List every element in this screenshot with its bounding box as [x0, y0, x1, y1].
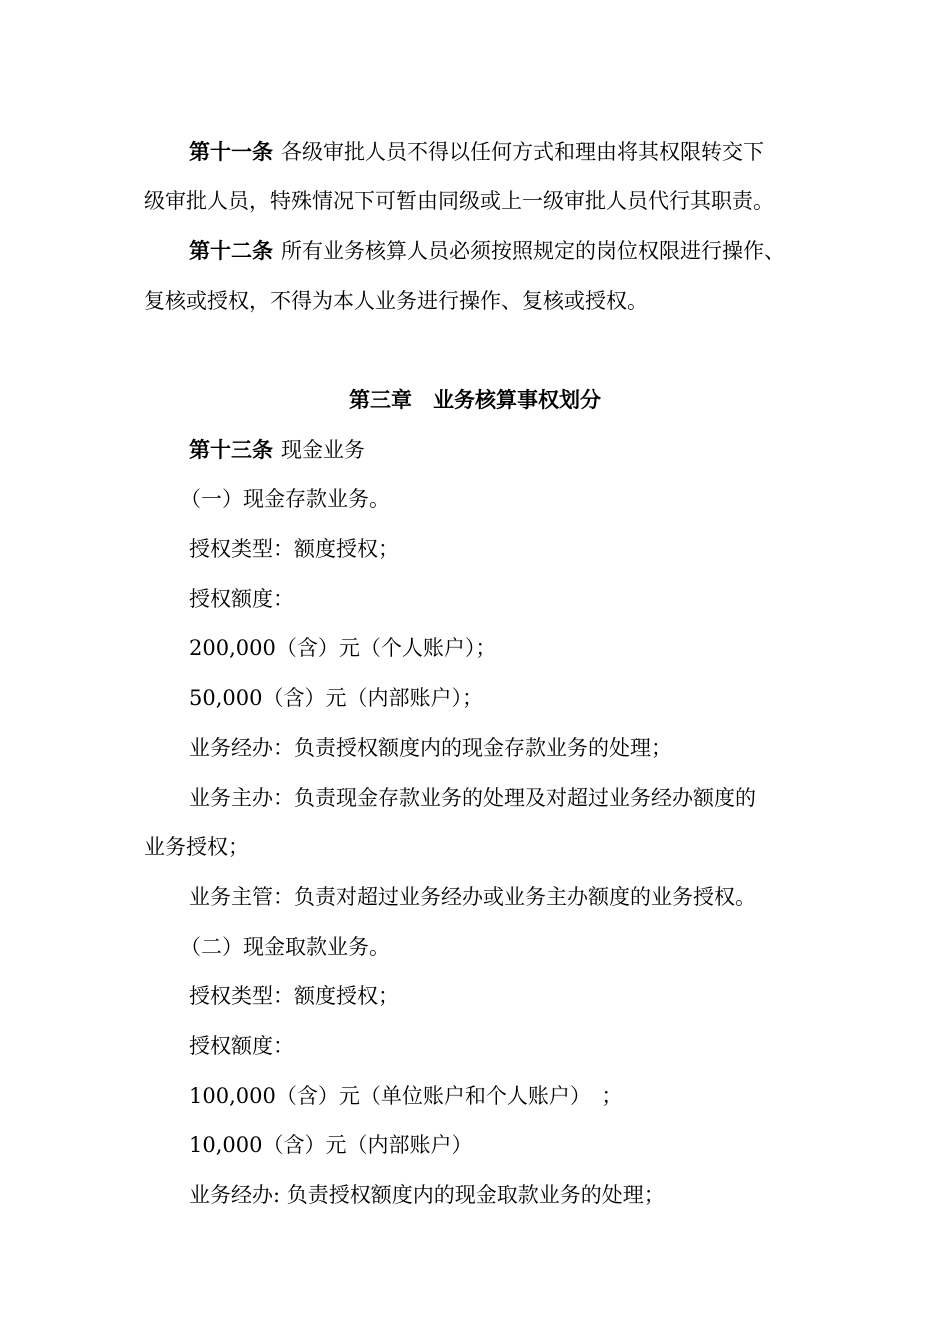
withdrawal-limit-unit-personal: 100,000（含）元（单位账户和个人账户） ；: [189, 1084, 623, 1108]
article-13-title: 现金业务: [281, 438, 365, 462]
article-11-line-1: [189, 138, 879, 166]
deposit-section-title: （一）现金存款业务。: [180, 487, 390, 511]
article-11-line-2: 级审批人员，特殊情况下可暂由同级或上一级审批人员代行其职责。: [144, 189, 774, 213]
deposit-supervisor-duty: 业务主管：负责对超过业务经办或业务主办额度的业务授权。: [189, 885, 756, 909]
article-12-line-1: [189, 237, 879, 265]
article-12-heading: 第十二条: [189, 238, 273, 263]
deposit-lead-duty-line-2: 业务授权；: [144, 835, 249, 859]
deposit-clerk-duty: 业务经办：负责授权额度内的现金存款业务的处理；: [189, 736, 672, 760]
deposit-limit-personal: 200,000（含）元（个人账户）；: [189, 636, 497, 660]
article-11-text-1: 各级审批人员不得以任何方式和理由将其权限转交下: [281, 140, 764, 164]
withdrawal-auth-type: 授权类型：额度授权；: [189, 984, 399, 1008]
article-13-line: [189, 436, 879, 464]
article-11-heading: 第十一条: [189, 139, 273, 164]
article-12-text-1: 所有业务核算人员必须按照规定的岗位权限进行操作、: [281, 239, 785, 263]
withdrawal-limit-internal: 10,000（含）元（内部账户）: [189, 1133, 473, 1157]
withdrawal-clerk-duty: 业务经办: 负责授权额度内的现金取款业务的处理；: [189, 1183, 665, 1207]
deposit-auth-type: 授权类型：额度授权；: [189, 537, 399, 561]
article-12-line-2: 复核或授权，不得为本人业务进行操作、复核或授权。: [144, 289, 648, 313]
chapter-3-title: 第三章 业务核算事权划分: [349, 387, 601, 412]
withdrawal-section-title: （二）现金取款业务。: [180, 935, 390, 959]
deposit-auth-amount: 授权额度：: [189, 587, 294, 611]
deposit-limit-internal: 50,000（含）元（内部账户）；: [189, 686, 483, 710]
deposit-lead-duty-line-1: 业务主办：负责现金存款业务的处理及对超过业务经办额度的: [189, 786, 756, 810]
withdrawal-auth-amount: 授权额度：: [189, 1034, 294, 1058]
article-13-heading: 第十三条: [189, 437, 273, 462]
